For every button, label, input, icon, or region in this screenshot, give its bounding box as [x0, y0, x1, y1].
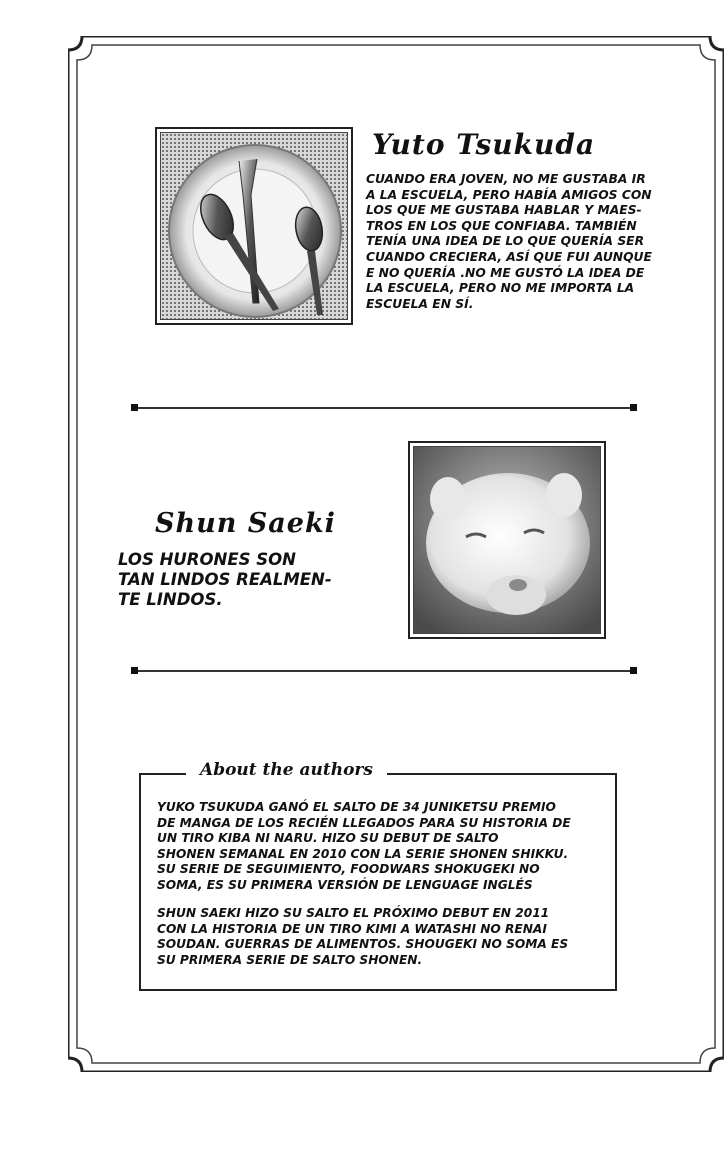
about-para-tsukuda: YUKO TSUKUDA GANÓ EL SALTO DE 34 JUNIKETSU PREMIO DE MANGA DE LOS RECIÉN LLEGADOS PARA SU HISTORIA DE UN TIRO KIBA NI NARU. HIZO SU DEBUT DE SALTO SHONEN SEMANAL EN 2010 CON LA SERIE SHONEN SHIKKU. SU SERIE DE SEGUIMIENTO, FOODWARS SHOKUGEKI NO SOMA, ES SU PRIMERA VERSIÓN DE LENGUAGE INGLÉS: [157, 800, 571, 892]
author2-photo: [408, 441, 606, 639]
divider-bottom: [131, 666, 637, 676]
plate-fork-spoon-icon: [161, 133, 348, 320]
author1-photo: [155, 127, 353, 325]
author1-bio: CUANDO ERA JOVEN, NO ME GUSTABA IR A LA ESCUELA, PERO HABÍA AMIGOS CON LOS QUE ME GUSTABA HABLAR Y MAES- TROS EN LOS QUE CONFIABA. TAMBIÉN TENÍA UNA IDEA DE LO QUE QUERÍA SER CUANDO CRECIERA, ASÍ QUE FUI AUNQUE E NO QUERÍA .NO ME GUSTÓ LA IDEA DE LA ESCUELA, PERO NO ME IMPORTA LA ESCUELA EN SÍ.: [366, 172, 652, 311]
about-title: About the authors: [200, 760, 373, 780]
divider-top: [131, 403, 637, 413]
ferret-icon: [414, 447, 601, 634]
author2-bio: LOS HURONES SON TAN LINDOS REALMEN- TE LINDOS.: [118, 550, 332, 609]
author1-name: Yuto Tsukuda: [372, 128, 596, 161]
about-title-wrap: [186, 760, 387, 780]
about-para-saeki: SHUN SAEKI HIZO SU SALTO EL PRÓXIMO DEBUT EN 2011 CON LA HISTORIA DE UN TIRO KIMI A WATASHI NO RENAI SOUDAN. GUERRAS DE ALIMENTOS. SHOUGEKI NO SOMA ES SU PRIMERA SERIE DE SALTO SHONEN.: [157, 906, 569, 967]
author2-name: Shun Saeki: [155, 508, 336, 539]
